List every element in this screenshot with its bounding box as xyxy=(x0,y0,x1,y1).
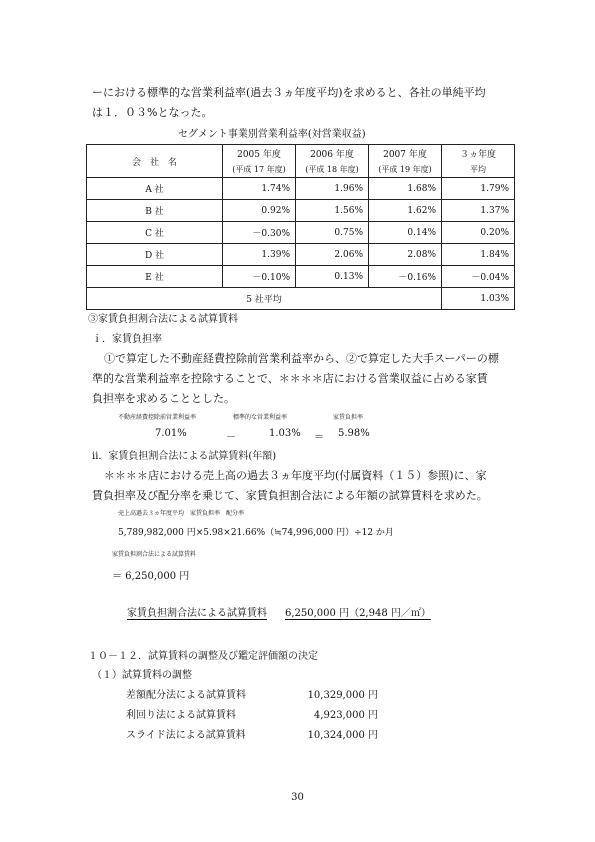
formula-value-c: 5.98% xyxy=(338,428,370,439)
table-row xyxy=(87,200,515,222)
table-row xyxy=(87,244,515,266)
formula-label-c: 家賃負担率 xyxy=(333,414,364,421)
value-2005: 1.39% xyxy=(223,244,296,266)
intro-line-1: ーにおける標準的な営業利益率(過去３ヵ年度平均)を求めると、各社の単純平均 xyxy=(92,86,486,99)
formula-label-b: 標準的な営業利益率 xyxy=(233,414,288,421)
section3-para-i-2: 準的な営業利益率を控除することで、＊＊＊＊店における営業収益に占める家賃 xyxy=(92,372,488,385)
value-2005: －0.30% xyxy=(223,222,296,244)
value-2006: 1.96% xyxy=(296,178,369,200)
footer-label: 5 社平均 xyxy=(87,288,442,310)
header-2005: 2005 年度 xyxy=(223,145,296,163)
value-2007: －0.16% xyxy=(369,266,442,288)
table-header-row xyxy=(87,145,515,163)
adjustment-item-value: 10,324,000 円 xyxy=(307,730,378,741)
company-name: D 社 xyxy=(87,244,223,266)
table-footer-row xyxy=(87,288,515,310)
value-2005: 1.74% xyxy=(223,178,296,200)
value-average: 1.37% xyxy=(442,200,515,222)
value-2007: 0.14% xyxy=(369,222,442,244)
company-name: B 社 xyxy=(87,200,223,222)
adjustment-item-label: 差額配分法による試算賃料 xyxy=(126,690,246,701)
section3-heading: ③家賃負担割合法による試算賃料 xyxy=(88,314,238,325)
adjustment-item-label: スライド法による試算賃料 xyxy=(126,730,246,741)
calc-line: 5,789,982,000 円×5.98×21.66%（≒74,996,000 円）÷12 か月 xyxy=(118,528,394,538)
value-average: 1.79% xyxy=(442,178,515,200)
value-2006: 0.13% xyxy=(296,266,369,288)
value-2007: 2.08% xyxy=(369,244,442,266)
value-average: 0.20% xyxy=(442,222,515,244)
value-2006: 1.56% xyxy=(296,200,369,222)
value-2006: 0.75% xyxy=(296,222,369,244)
formula-value-b: 1.03% xyxy=(269,428,301,439)
table-row xyxy=(87,266,515,288)
adjustment-item-label: 利回り法による試算賃料 xyxy=(126,710,236,721)
section3-para-ii-2: 賃負担率及び配分率を乗じて、家賃負担割合法による年額の試算賃料を求めた。 xyxy=(92,489,488,502)
header-average: ３ヵ年度 xyxy=(442,145,515,163)
subheader-2005: (平成 17 年度) xyxy=(223,162,296,178)
subheader-2007: (平成 19 年度) xyxy=(369,162,442,178)
company-name: E 社 xyxy=(87,266,223,288)
formula-minus: － xyxy=(226,432,236,443)
table-row xyxy=(87,222,515,244)
table-title: セグメント事業別営業利益率(対営業収益) xyxy=(178,129,366,140)
calc-result: ＝ 6,250,000 円 xyxy=(112,571,190,582)
section3-para-i-3: 負担率を求めることとした。 xyxy=(92,392,235,405)
section3-sub-ii: ⅱ．家賃負担割合法による試算賃料(年額) xyxy=(92,451,277,462)
subheader-average: 平均 xyxy=(442,162,515,178)
section10-sub1: （１）試算賃料の調整 xyxy=(92,670,192,681)
section3-para-ii-1: ＊＊＊＊店における売上高の過去３ヵ年度平均(付属資料（１５）参照)に、家 xyxy=(104,469,487,482)
adjustment-item-value: 10,329,000 円 xyxy=(307,690,378,701)
section3-sub-i: ｉ．家賃負担率 xyxy=(92,334,162,345)
footer-value: 1.03% xyxy=(442,288,515,310)
adjustment-item-value: 4,923,000 円 xyxy=(313,710,378,721)
formula-equals: ＝ xyxy=(314,432,324,443)
company-name: A 社 xyxy=(87,178,223,200)
value-average: 1.84% xyxy=(442,244,515,266)
section10-heading: １０－１２．試算賃料の調整及び鑑定評価額の決定 xyxy=(88,651,318,662)
summary-value: 6,250,000 円（2,948 円／㎡） xyxy=(285,608,431,619)
calc-result-label: 家賃負担割合法による試算賃料 xyxy=(112,551,197,558)
value-average: －0.04% xyxy=(442,266,515,288)
formula-value-a: 7.01% xyxy=(155,428,187,439)
header-2006: 2006 年度 xyxy=(296,145,369,163)
company-name: C 社 xyxy=(87,222,223,244)
segment-profit-table xyxy=(86,144,515,310)
value-2006: 2.06% xyxy=(296,244,369,266)
header-2007: 2007 年度 xyxy=(369,145,442,163)
table-row xyxy=(87,178,515,200)
value-2005: 0.92% xyxy=(223,200,296,222)
summary-label: 家賃負担割合法による試算賃料 xyxy=(127,608,267,619)
intro-line-2: は１．０３%となった。 xyxy=(92,106,213,119)
formula-label-a: 不動産経費控除前営業利益率 xyxy=(118,414,197,421)
value-2007: 1.62% xyxy=(369,200,442,222)
value-2007: 1.68% xyxy=(369,178,442,200)
value-2005: －0.10% xyxy=(223,266,296,288)
subheader-2006: (平成 18 年度) xyxy=(296,162,369,178)
calc-labels: 売上高過去３ヵ年度平均 家賃負担率 配分率 xyxy=(118,510,245,517)
page-number: 30 xyxy=(291,792,304,803)
summary-line xyxy=(127,604,437,619)
section3-para-i-1: ①で算定した不動産経費控除前営業利益率から、②で算定した大手スーパーの標 xyxy=(104,352,499,365)
header-company: 会 社 名 xyxy=(87,145,223,178)
